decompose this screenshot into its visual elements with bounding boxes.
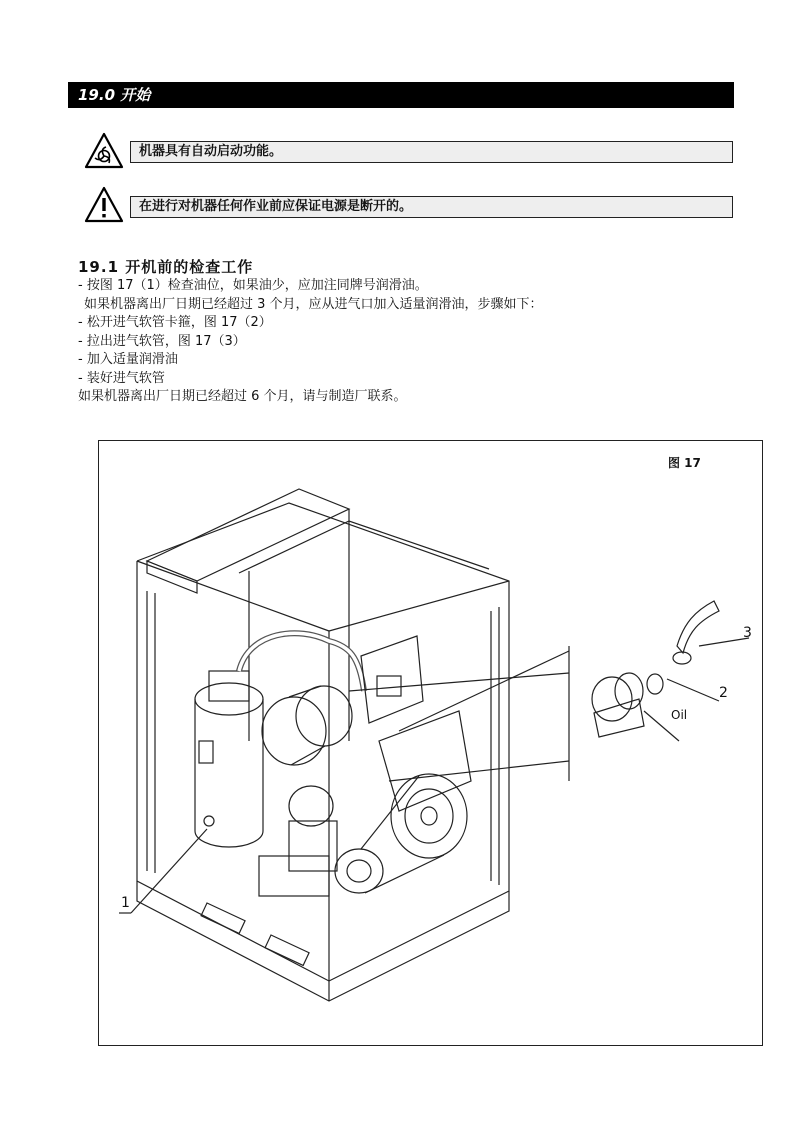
exclamation-warning-icon bbox=[84, 185, 124, 225]
instruction-line: - 加入适量润滑油 bbox=[78, 352, 178, 367]
callout-3: 3 bbox=[743, 625, 752, 641]
instruction-list bbox=[78, 277, 738, 407]
compressor-illustration bbox=[99, 441, 759, 1041]
warning-box-power-off bbox=[130, 196, 733, 218]
warning-text-auto-start: 机器具有自动启动功能。 bbox=[139, 144, 283, 159]
section-title: 19.0 开始 bbox=[78, 86, 151, 104]
section-title-bar bbox=[68, 82, 734, 108]
instruction-line: 如果机器离出厂日期已经超过 3 个月，应从进气口加入适量润滑油，步骤如下： bbox=[84, 296, 543, 312]
instruction-line: 如果机器离出厂日期已经超过 6 个月，请与制造厂联系。 bbox=[78, 389, 407, 404]
figure-label: 图 17 bbox=[668, 456, 701, 470]
instruction-line: - 装好进气软管 bbox=[78, 370, 165, 386]
subsection-title: 19.1 开机前的检查工作 bbox=[78, 258, 254, 276]
instruction-line: - 松开进气软管卡箍，图 17（2） bbox=[78, 315, 272, 330]
callout-1: 1 bbox=[121, 895, 130, 911]
callout-2: 2 bbox=[719, 685, 728, 701]
warning-box-auto-start bbox=[130, 141, 733, 163]
rotating-fan-hazard-icon bbox=[84, 131, 124, 171]
callout-oil: Oil bbox=[671, 708, 688, 722]
warning-text-power-off: 在进行对机器任何作业前应保证电源是断开的。 bbox=[139, 199, 413, 214]
instruction-line: - 按图 17（1）检查油位，如果油少，应加注同牌号润滑油。 bbox=[78, 278, 428, 293]
instruction-line: - 拉出进气软管，图 17（3） bbox=[78, 333, 246, 349]
